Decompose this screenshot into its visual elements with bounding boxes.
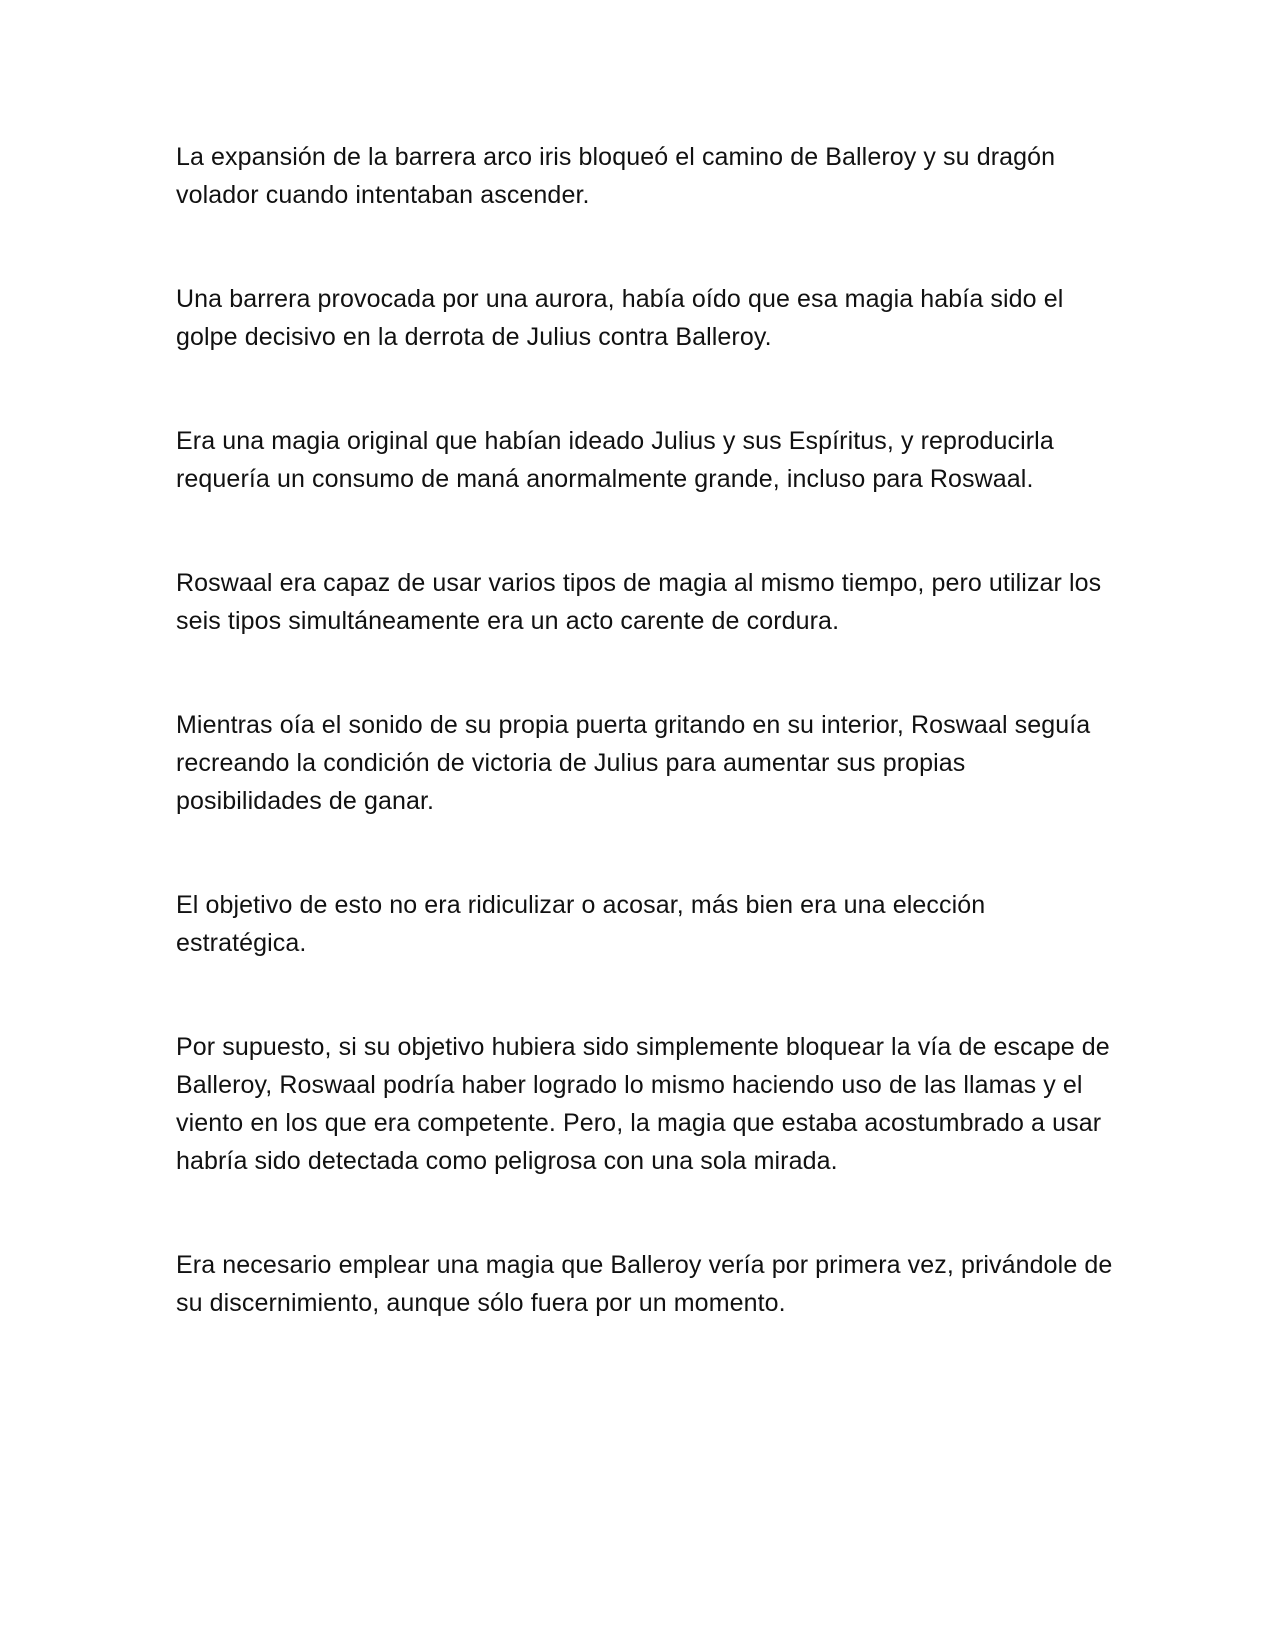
- paragraph: Una barrera provocada por una aurora, había oído que esa magia había sido el golpe decisivo en la derrota de Julius contra Balleroy.: [176, 285, 1064, 351]
- paragraph: Era necesario emplear una magia que Balleroy vería por primera vez, privándole de su discernimiento, aunque sólo fuera por un momento.: [176, 1251, 1113, 1317]
- paragraph: Mientras oía el sonido de su propia puerta gritando en su interior, Roswaal seguía recreando la condición de victoria de Julius para aumentar sus propias posibilidades de ganar.: [176, 711, 1091, 815]
- paragraph: Roswaal era capaz de usar varios tipos de magia al mismo tiempo, pero utilizar los seis tipos simultáneamente era un acto carente de cordura.: [176, 569, 1102, 635]
- document-body: [176, 138, 1116, 1388]
- paragraph: Era una magia original que habían ideado Julius y sus Espíritus, y reproducirla requería un consumo de maná anormalmente grande, incluso para Roswaal.: [176, 427, 1054, 493]
- paragraph: Por supuesto, si su objetivo hubiera sido simplemente bloquear la vía de escape de Balleroy, Roswaal podría haber logrado lo mismo haciendo uso de las llamas y el viento en los que era competente. Pero, la magia que estaba acostumbrado a usar habría sido detectada como peligrosa con una sola mirada.: [176, 1033, 1110, 1175]
- paragraph: El objetivo de esto no era ridiculizar o acosar, más bien era una elección estratégica.: [176, 891, 986, 957]
- paragraph: La expansión de la barrera arco iris bloqueó el camino de Balleroy y su dragón volador cuando intentaban ascender.: [176, 143, 1056, 209]
